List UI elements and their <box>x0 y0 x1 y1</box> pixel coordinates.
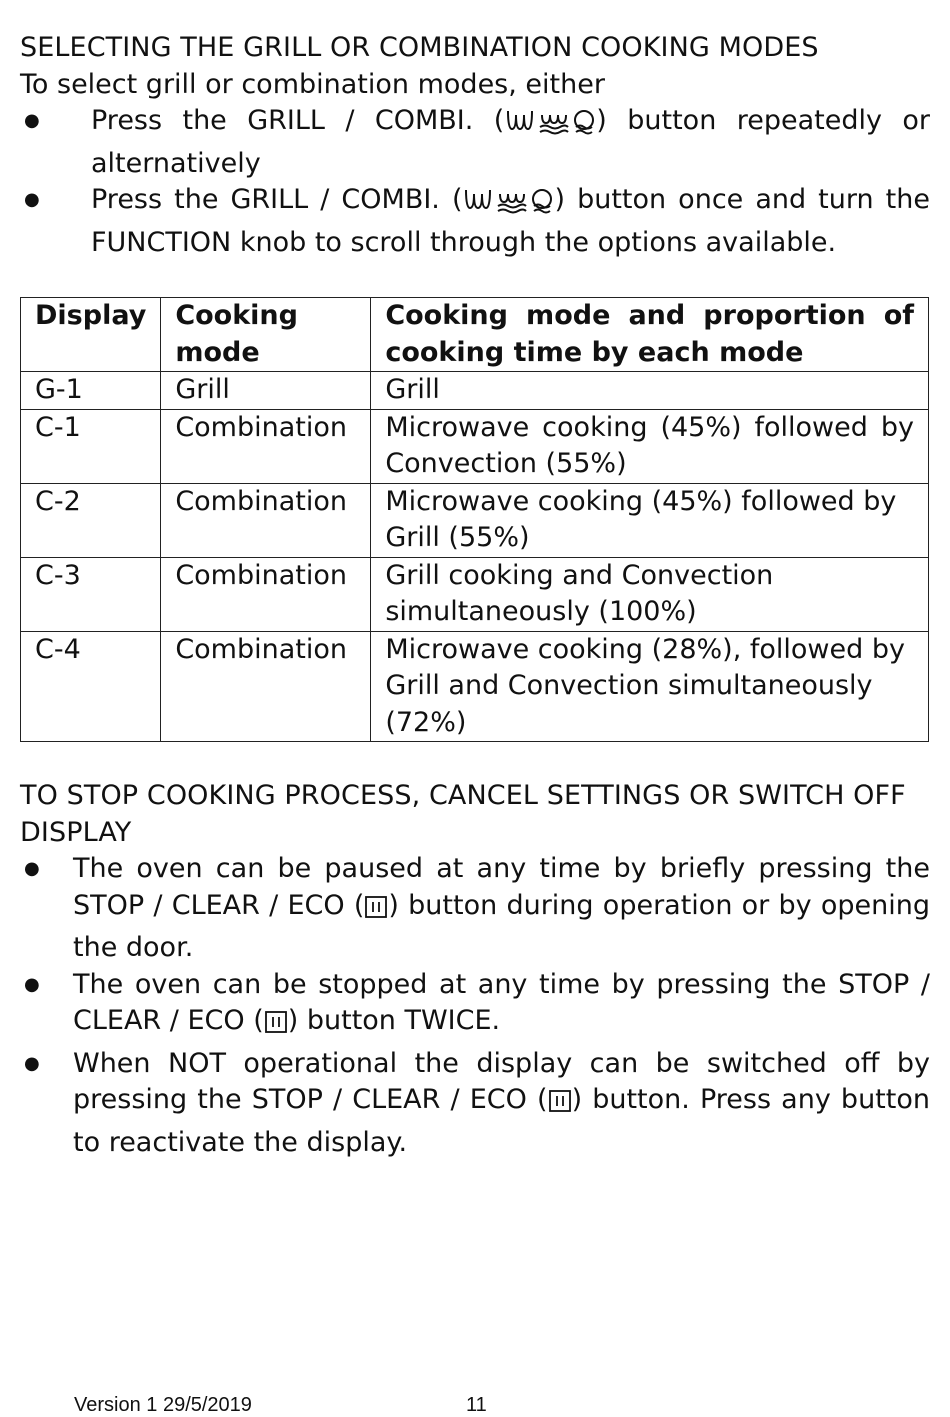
stop-clear-eco-icon <box>264 1009 288 1046</box>
header-cooking-mode: Cooking mode <box>161 298 371 372</box>
bullet-text-before: When NOT operational the display can be switched off by pressing the STOP / CLEAR / ECO ( <box>73 1047 930 1115</box>
display-code: G-1 <box>21 372 161 410</box>
display-code: C-2 <box>21 483 161 557</box>
mode-description: Grill cooking and Convection simultaneously (100%) <box>371 557 929 631</box>
list-item <box>20 967 930 1046</box>
cooking-modes-table <box>20 297 929 742</box>
stop-clear-eco-icon <box>364 894 388 931</box>
table-header-row <box>21 298 929 372</box>
bullet-icon: ● <box>24 858 40 879</box>
mode-description: Grill <box>371 372 929 410</box>
stop-clear-instructions <box>20 851 930 1161</box>
mode-description: Microwave cooking (28%), followed by Grill and Convection simultaneously (72%) <box>371 631 929 742</box>
grill-combi-instructions <box>20 103 930 261</box>
bullet-icon: ● <box>24 973 40 995</box>
cooking-mode: Combination <box>161 409 371 483</box>
bullet-icon: ● <box>24 1052 40 1074</box>
header-cooking-proportion: Cooking mode and proportion of cooking time by each mode <box>371 298 929 372</box>
manual-page <box>20 30 930 1161</box>
list-item <box>20 851 930 967</box>
grill-combi-icon <box>462 186 554 225</box>
mode-description: Microwave cooking (45%) followed by Convection (55%) <box>371 409 929 483</box>
table-row <box>21 631 929 742</box>
bullet-text-after: ) button during operation or by opening the door. <box>73 889 930 963</box>
mode-description: Microwave cooking (45%) followed by Grill (55%) <box>371 483 929 557</box>
display-code: C-4 <box>21 631 161 742</box>
footer-version: Version 1 29/5/2019 <box>74 1394 252 1416</box>
header-display: Display <box>21 298 161 372</box>
cooking-mode: Combination <box>161 483 371 557</box>
bullet-text-after: ) button TWICE. <box>287 1005 501 1036</box>
table-row <box>21 557 929 631</box>
cooking-mode: Combination <box>161 631 371 742</box>
stop-clear-eco-icon <box>548 1088 572 1125</box>
section-heading-stop-cooking: TO STOP COOKING PROCESS, CANCEL SETTINGS OR SWITCH OFF DISPLAY <box>20 780 906 848</box>
list-item <box>20 103 930 182</box>
table-row <box>21 372 929 410</box>
list-item <box>20 1046 930 1162</box>
display-code: C-1 <box>21 409 161 483</box>
display-code: C-3 <box>21 557 161 631</box>
section-heading-grill-combination: SELECTING THE GRILL OR COMBINATION COOKING MODES <box>20 32 819 63</box>
section-intro: To select grill or combination modes, either <box>20 68 605 100</box>
bullet-text-after: ) button. Press any button to reactivate the display. <box>73 1084 930 1158</box>
bullet-text-before: The oven can be stopped at any time by pressing the STOP / CLEAR / ECO ( <box>73 968 930 1036</box>
bullet-text-before: The oven can be paused at any time by briefly pressing the STOP / CLEAR / ECO ( <box>73 853 930 921</box>
page-number: 11 <box>466 1394 487 1416</box>
table-row <box>21 409 929 483</box>
table-row <box>21 483 929 557</box>
cooking-mode: Combination <box>161 557 371 631</box>
cooking-mode: Grill <box>161 372 371 410</box>
list-item <box>20 182 930 261</box>
bullet-icon: ● <box>24 189 40 210</box>
bullet-text-after: ) button repeatedly or alternatively <box>91 105 930 179</box>
bullet-text-before: Press the GRILL / COMBI. ( <box>91 184 463 215</box>
grill-combi-icon <box>504 107 596 146</box>
bullet-text-before: Press the GRILL / COMBI. ( <box>91 105 505 136</box>
bullet-icon: ● <box>24 110 40 131</box>
bullet-text-after: ) button once and turn the FUNCTION knob to scroll through the options available. <box>91 184 930 258</box>
